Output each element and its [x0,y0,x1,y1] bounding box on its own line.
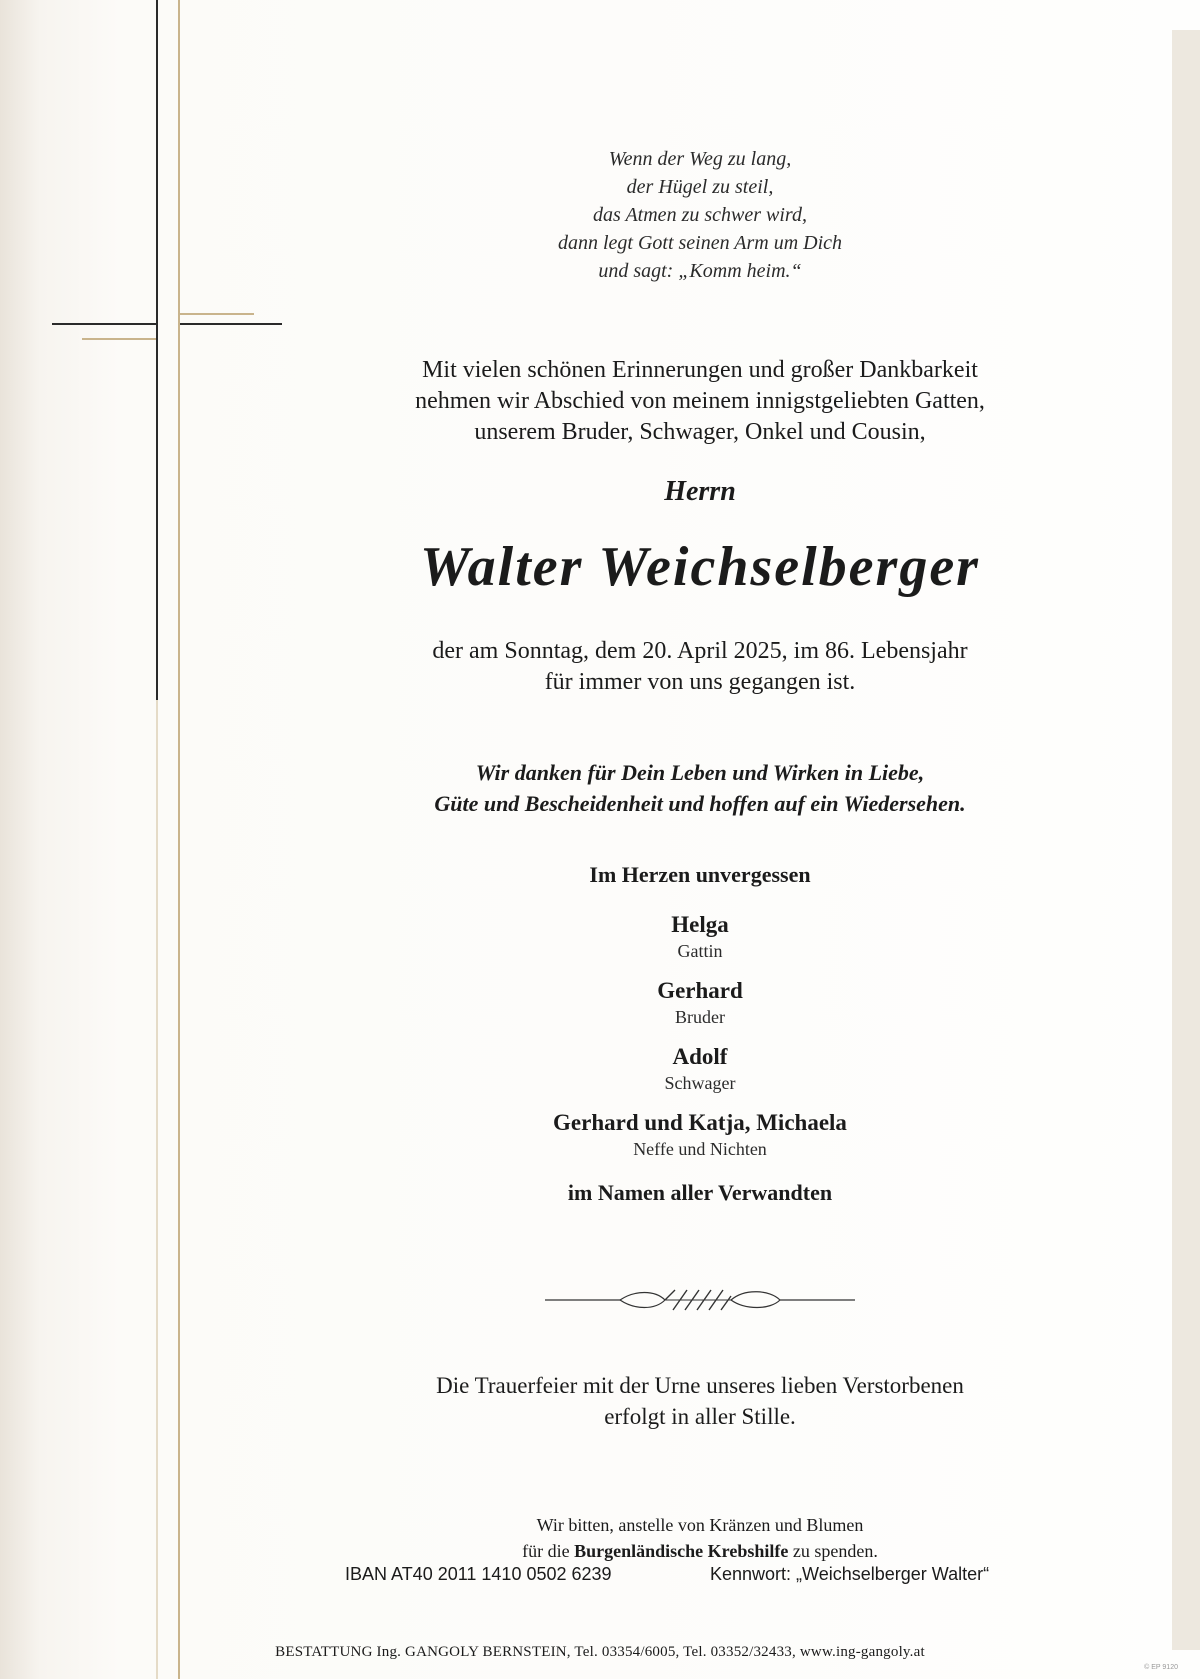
relatives-line: im Namen aller Verwandten [567,1180,833,1205]
mourner-item [290,976,1110,1042]
thanks-line: Wir danken für Dein Leben und Wirken in Liebe, [475,760,925,785]
salutation: Herrn [664,476,736,507]
intro-line: nehmen wir Abschied von meinem innigstgeliebten Gatten, [415,388,985,414]
donation-line: Wir bitten, anstelle von Kränzen und Blumen [536,1515,864,1535]
hearts-heading: Im Herzen unvergessen [589,862,811,887]
mourners-list [290,910,1110,1174]
donation-keyword: Kennwort: „Weichselberger Walter“ [710,1564,990,1584]
mourner-relation: Neffe und Nichten [633,1139,767,1159]
mourner-item [290,1108,1110,1174]
cross-arm-right-dark [180,323,282,325]
intro-line: Mit vielen schönen Erinnerungen und großer Dankbarkeit [422,357,978,383]
mourner-name: Adolf [672,1044,728,1069]
poem-line: dann legt Gott seinen Arm um Dich [557,232,843,254]
print-code: © EP 9120 [1144,1664,1178,1671]
mourner-item [290,1042,1110,1108]
iban: IBAN AT40 2011 1410 0502 6239 [345,1564,612,1584]
death-notice [290,636,1110,698]
donation-suffix: zu spenden. [788,1541,878,1561]
mourner-item [290,910,1110,976]
cross-vertical-gold-accent [178,195,180,315]
poem-line: und sagt: „Komm heim.“ [598,260,802,282]
mourner-relation: Gattin [677,941,723,961]
thanks-text [290,757,1110,819]
mourner-relation: Bruder [675,1007,725,1027]
mourner-name: Helga [671,912,729,937]
poem [290,145,1110,285]
deceased-name: Walter Weichselberger [420,536,980,598]
cross-arm-left-dark [52,323,156,325]
intro-line: unserem Bruder, Schwager, Onkel und Cousin, [474,419,926,445]
cross-vertical-dark [156,0,158,700]
poem-line: das Atmen zu schwer wird, [593,204,807,226]
mourner-name: Gerhard [657,978,743,1003]
poem-line: der Hügel zu steil, [626,176,774,198]
death-line: für immer von uns gegangen ist. [544,669,856,695]
page-edge-shadow [1172,30,1200,1650]
thanks-line: Güte und Bescheidenheit und hoffen auf ein Wiedersehen. [434,791,966,816]
poem-line: Wenn der Weg zu lang, [608,148,792,170]
funeral-home-footer: BESTATTUNG Ing. GANGOLY BERNSTEIN, Tel. 03354/6005, Tel. 03352/32433, www.ing-gangoly.at [275,1644,925,1660]
cross-arm-right-gold [180,313,254,315]
cross-arm-left-gold [82,338,156,340]
ceremony-line: Die Trauerfeier mit der Urne unseres lieben Verstorbenen [436,1373,964,1398]
donation-prefix: für die [522,1541,575,1561]
intro-text [290,355,1110,448]
mourner-name: Gerhard und Katja, Michaela [553,1110,847,1135]
mourner-relation: Schwager [664,1073,736,1093]
donation-organisation: Burgenländische Krebshilfe [574,1541,789,1561]
donation-text [290,1512,1110,1564]
ornament-divider [545,1282,855,1318]
ceremony-line: erfolgt in aller Stille. [604,1404,796,1429]
donation-line [290,1538,1110,1564]
ceremony-text [290,1370,1110,1432]
death-line: der am Sonntag, dem 20. April 2025, im 86. Lebensjahr [432,638,968,664]
